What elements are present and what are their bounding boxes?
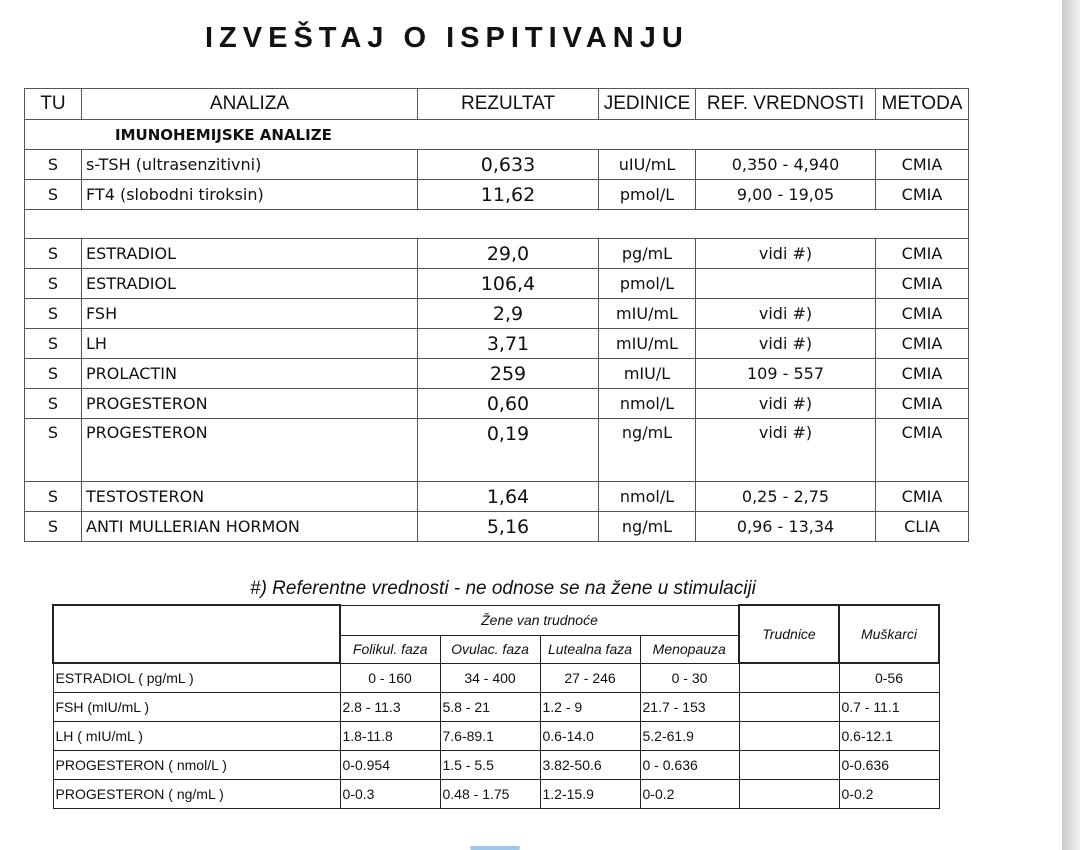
results-header-row bbox=[25, 89, 969, 120]
table-row bbox=[25, 329, 969, 359]
header-jedinice: JEDINICE bbox=[599, 89, 696, 120]
ref-trudnice bbox=[739, 663, 839, 692]
ref-value: 0 - 30 bbox=[640, 663, 739, 692]
ref-group-header: Žene van trudnoće bbox=[340, 605, 739, 635]
cell-tu: S bbox=[25, 180, 82, 210]
cell-jedinice: pmol/L bbox=[599, 269, 696, 299]
ref-trudnice bbox=[739, 692, 839, 721]
cell-jedinice: mIU/mL bbox=[599, 299, 696, 329]
ref-value: 1.8-11.8 bbox=[340, 721, 440, 750]
cell-ref: vidi #) bbox=[696, 239, 876, 269]
table-row bbox=[25, 482, 969, 512]
cell-ref: 0,350 - 4,940 bbox=[696, 150, 876, 180]
cell-tu: S bbox=[25, 329, 82, 359]
cell-ref: vidi #) bbox=[696, 389, 876, 419]
ref-muskarci: 0.6-12.1 bbox=[839, 721, 939, 750]
ref-value: 0 - 160 bbox=[340, 663, 440, 692]
cell-tu: S bbox=[25, 512, 82, 542]
table-row bbox=[25, 359, 969, 389]
cell-metoda: CMIA bbox=[876, 180, 969, 210]
blank-row bbox=[25, 210, 969, 239]
ref-row bbox=[53, 750, 939, 779]
ref-phase: Folikul. faza bbox=[340, 635, 440, 663]
section-row bbox=[25, 120, 969, 150]
cell-metoda: CMIA bbox=[876, 359, 969, 389]
cell-metoda: CMIA bbox=[876, 482, 969, 512]
ref-row bbox=[53, 692, 939, 721]
cell-tu: S bbox=[25, 299, 82, 329]
ref-header-muskarci: Muškarci bbox=[839, 605, 939, 663]
page-edge-shadow bbox=[1062, 0, 1080, 850]
report-title: IZVEŠTAJ O ISPITIVANJU bbox=[205, 22, 689, 54]
ref-row bbox=[53, 779, 939, 808]
cell-tu: S bbox=[25, 150, 82, 180]
ref-value: 5.2-61.9 bbox=[640, 721, 739, 750]
header-metoda: METODA bbox=[876, 89, 969, 120]
cell-analiza: PROLACTIN bbox=[82, 359, 418, 389]
ref-value: 0-0.954 bbox=[340, 750, 440, 779]
cell-jedinice: mIU/L bbox=[599, 359, 696, 389]
cell-jedinice: nmol/L bbox=[599, 482, 696, 512]
section-title: IMUNOHEMIJSKE ANALIZE bbox=[25, 120, 969, 150]
cell-rezultat: 29,0 bbox=[418, 239, 599, 269]
ref-value: 3.82-50.6 bbox=[540, 750, 640, 779]
ref-phase: Lutealna faza bbox=[540, 635, 640, 663]
cell-analiza: FSH bbox=[82, 299, 418, 329]
ref-group-row bbox=[53, 605, 939, 635]
cell-jedinice: ng/mL bbox=[599, 419, 696, 482]
reference-table bbox=[52, 604, 940, 809]
cell-analiza: ESTRADIOL bbox=[82, 239, 418, 269]
cell-rezultat: 259 bbox=[418, 359, 599, 389]
ref-value: 0.48 - 1.75 bbox=[440, 779, 540, 808]
cell-analiza: PROGESTERON bbox=[82, 419, 418, 482]
ref-value: 1.2 - 9 bbox=[540, 692, 640, 721]
ref-value: 0-0.2 bbox=[640, 779, 739, 808]
ref-value: 1.5 - 5.5 bbox=[440, 750, 540, 779]
cell-rezultat: 106,4 bbox=[418, 269, 599, 299]
cell-tu: S bbox=[25, 389, 82, 419]
cell-jedinice: uIU/mL bbox=[599, 150, 696, 180]
ref-trudnice bbox=[739, 750, 839, 779]
scroll-indicator bbox=[470, 846, 520, 850]
reference-note: #) Referentne vrednosti - ne odnose se na žene u stimulaciji bbox=[250, 578, 756, 599]
cell-ref: 0,25 - 2,75 bbox=[696, 482, 876, 512]
table-row bbox=[25, 269, 969, 299]
cell-metoda: CMIA bbox=[876, 269, 969, 299]
cell-metoda: CMIA bbox=[876, 329, 969, 359]
ref-label: ESTRADIOL ( pg/mL ) bbox=[53, 663, 340, 692]
cell-metoda: CLIA bbox=[876, 512, 969, 542]
cell-analiza: ANTI MULLERIAN HORMON bbox=[82, 512, 418, 542]
ref-trudnice bbox=[739, 779, 839, 808]
table-row bbox=[25, 512, 969, 542]
ref-phase: Menopauza bbox=[640, 635, 739, 663]
cell-rezultat: 11,62 bbox=[418, 180, 599, 210]
cell-metoda: CMIA bbox=[876, 239, 969, 269]
cell-ref: 109 - 557 bbox=[696, 359, 876, 389]
cell-analiza: FT4 (slobodni tiroksin) bbox=[82, 180, 418, 210]
table-row bbox=[25, 239, 969, 269]
ref-value: 0 - 0.636 bbox=[640, 750, 739, 779]
cell-rezultat: 0,19 bbox=[418, 419, 599, 482]
cell-jedinice: mIU/mL bbox=[599, 329, 696, 359]
cell-tu: S bbox=[25, 359, 82, 389]
ref-muskarci: 0-56 bbox=[839, 663, 939, 692]
cell-tu: S bbox=[25, 239, 82, 269]
cell-metoda: CMIA bbox=[876, 389, 969, 419]
cell-jedinice: nmol/L bbox=[599, 389, 696, 419]
table-row bbox=[25, 150, 969, 180]
ref-value: 1.2-15.9 bbox=[540, 779, 640, 808]
header-analiza: ANALIZA bbox=[82, 89, 418, 120]
results-table bbox=[24, 88, 969, 542]
header-tu: TU bbox=[25, 89, 82, 120]
ref-muskarci: 0-0.2 bbox=[839, 779, 939, 808]
cell-ref: 0,96 - 13,34 bbox=[696, 512, 876, 542]
cell-tu: S bbox=[25, 269, 82, 299]
cell-rezultat: 0,60 bbox=[418, 389, 599, 419]
cell-analiza: ESTRADIOL bbox=[82, 269, 418, 299]
cell-rezultat: 1,64 bbox=[418, 482, 599, 512]
ref-value: 2.8 - 11.3 bbox=[340, 692, 440, 721]
cell-analiza: LH bbox=[82, 329, 418, 359]
ref-value: 34 - 400 bbox=[440, 663, 540, 692]
ref-value: 27 - 246 bbox=[540, 663, 640, 692]
cell-tu: S bbox=[25, 419, 82, 482]
table-row bbox=[25, 389, 969, 419]
header-rezultat: REZULTAT bbox=[418, 89, 599, 120]
ref-row bbox=[53, 721, 939, 750]
cell-ref: vidi #) bbox=[696, 329, 876, 359]
cell-ref bbox=[696, 269, 876, 299]
ref-label: FSH (mIU/mL ) bbox=[53, 692, 340, 721]
ref-value: 7.6-89.1 bbox=[440, 721, 540, 750]
ref-label: LH ( mIU/mL ) bbox=[53, 721, 340, 750]
cell-rezultat: 2,9 bbox=[418, 299, 599, 329]
cell-analiza: PROGESTERON bbox=[82, 389, 418, 419]
cell-jedinice: pg/mL bbox=[599, 239, 696, 269]
ref-header-trudnice: Trudnice bbox=[739, 605, 839, 663]
cell-ref: vidi #) bbox=[696, 419, 876, 482]
ref-label: PROGESTERON ( ng/mL ) bbox=[53, 779, 340, 808]
cell-jedinice: ng/mL bbox=[599, 512, 696, 542]
ref-value: 21.7 - 153 bbox=[640, 692, 739, 721]
ref-row bbox=[53, 663, 939, 692]
cell-rezultat: 0,633 bbox=[418, 150, 599, 180]
table-row bbox=[25, 299, 969, 329]
ref-phase: Ovulac. faza bbox=[440, 635, 540, 663]
ref-value: 5.8 - 21 bbox=[440, 692, 540, 721]
cell-metoda: CMIA bbox=[876, 299, 969, 329]
ref-muskarci: 0-0.636 bbox=[839, 750, 939, 779]
cell-tu: S bbox=[25, 482, 82, 512]
cell-analiza: s-TSH (ultrasenzitivni) bbox=[82, 150, 418, 180]
cell-jedinice: pmol/L bbox=[599, 180, 696, 210]
ref-value: 0.6-14.0 bbox=[540, 721, 640, 750]
cell-rezultat: 5,16 bbox=[418, 512, 599, 542]
ref-label: PROGESTERON ( nmol/L ) bbox=[53, 750, 340, 779]
ref-value: 0-0.3 bbox=[340, 779, 440, 808]
cell-ref: vidi #) bbox=[696, 299, 876, 329]
ref-trudnice bbox=[739, 721, 839, 750]
cell-ref: 9,00 - 19,05 bbox=[696, 180, 876, 210]
cell-analiza: TESTOSTERON bbox=[82, 482, 418, 512]
cell-metoda: CMIA bbox=[876, 419, 969, 482]
table-row bbox=[25, 419, 969, 482]
cell-metoda: CMIA bbox=[876, 150, 969, 180]
header-ref: REF. VREDNOSTI bbox=[696, 89, 876, 120]
cell-rezultat: 3,71 bbox=[418, 329, 599, 359]
table-row bbox=[25, 180, 969, 210]
ref-muskarci: 0.7 - 11.1 bbox=[839, 692, 939, 721]
